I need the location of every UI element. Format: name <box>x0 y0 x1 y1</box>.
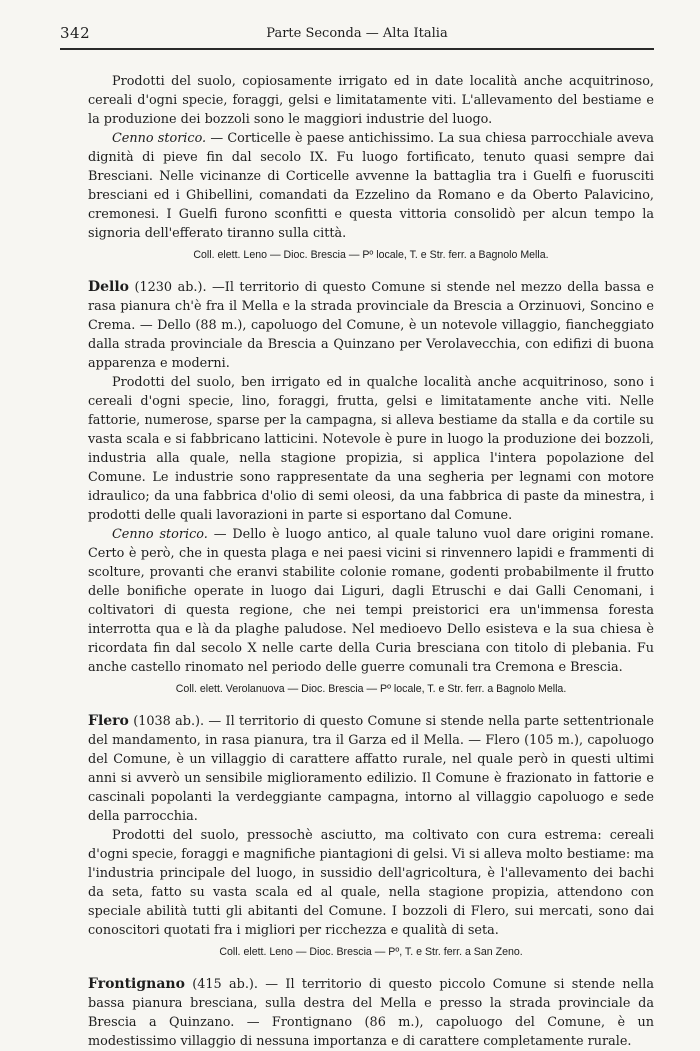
section-corticelle <box>88 72 654 264</box>
section-dello <box>88 278 654 698</box>
section-flero <box>88 712 654 961</box>
paragraph: Frontignano (415 ab.). — Il territorio di questo piccolo Comune si stende nella bassa pianura bresciana, sulla destra del Mella e presso la strada provinciale da Brescia a Quinzano. — Frontignano (86 m.), capoluogo del Comune, è un modestissimo villaggio di nessuna importanza e di carattere completamente rurale. <box>88 976 654 1049</box>
section-footer: Coll. elett. Verolanuova — Dioc. Brescia — Pº locale, T. e Str. ferr. a Bagnolo Mella. <box>175 683 567 695</box>
paragraph: Prodotti del suolo, pressochè asciutto, ma coltivato con cura estrema: cereali d'ogni specie, foraggi e magnifiche piantagioni di gelsi. Vi si alleva molto bestiame: ma l'industria principale del luogo, in sussidio dell'agricoltura, è l'allevamento dei bachi da seta, fatto su vasta scala ed al quale, nella stagione propizia, attendono con speciale abilità tutti gli abitanti del Comune. I bozzoli di Flero, sui mercati, sono dai conoscitori quotati fra i migliori per ricchezza e qualità di seta. <box>88 828 654 938</box>
cenno-storico-label: Cenno storico. <box>112 131 207 146</box>
entry-heading: Flero <box>88 713 129 729</box>
section-footer: Coll. elett. Leno — Dioc. Brescia — Pº locale, T. e Str. ferr. a Bagnolo Mella. <box>193 249 549 261</box>
section-footer: Coll. elett. Leno — Dioc. Brescia — Pº, T. e Str. ferr. a San Zeno. <box>219 946 523 958</box>
paragraph: Cenno storico. — Dello è luogo antico, al quale taluno vuol dare origini romane. Certo è però, che in questa plaga e nei paesi vicini si rinvennero lapidi e frammenti di scolture, provanti che eranvi stabilite colonie romane, godenti probabilmente il frutto delle bonifiche operate in luogo dai Liguri, dagli Etruschi e dai Galli Cenomani, i coltivatori di questa regione, che nei tempi preistorici era un'immensa foresta interrotta qua e là da plaghe paludose. Nel medioevo Dello esisteva e la sua chiesa è ricordata fin dal secolo X nelle carte della Curia bresciana con titolo di plebania. Fu anche castello rinomato nel periodo delle guerre comunali tra Cremona e Brescia. <box>88 527 654 675</box>
page-number: 342 <box>60 24 91 42</box>
cenno-storico-label: Cenno storico. <box>112 527 208 542</box>
entry-heading: Dello <box>88 279 130 295</box>
page-header <box>60 22 654 50</box>
paragraph: Prodotti del suolo, copiosamente irrigato ed in date località anche acquitrinoso, cereali d'ogni specie, foraggi, gelsi e limitatamente viti. L'allevamento del bestiame e la produzione dei bozzoli sono le maggiori industrie del luogo. <box>88 74 654 127</box>
running-title: Parte Seconda — Alta Italia <box>266 26 448 41</box>
entry-heading: Frontignano <box>88 976 185 992</box>
paragraph: Dello (1230 ab.). —Il territorio di questo Comune si stende nel mezzo della bassa e rasa pianura ch'è fra il Mella e la strada provinciale da Brescia a Orzinuovi, Soncino e Crema. — Dello (88 m.), capoluogo del Comune, è un notevole villaggio, fiancheggiato dalla strada provinciale da Brescia a Quinzano per Verolavecchia, con edifizi di buona apparenza e moderni. <box>88 279 654 371</box>
paragraph: Prodotti del suolo, ben irrigato ed in qualche località anche acquitrinoso, sono i cereali d'ogni specie, lino, foraggi, frutta, gelsi e limitatamente anche viti. Nelle fattorie, numerose, sparse per la campagna, si alleva bestiame da stalla e da cortile su vasta scala e si fabbricano latticini. Notevole è pure in luogo la produzione dei bozzoli, industria alla quale, nella stagione propizia, si applica l'intera popolazione del Comune. Le industrie sono rappresentate da una segheria per legnami con motore idraulico; da una fabbrica d'olio di semi oleosi, da una fabbrica di paste da minestra, i prodotti delle quali lavorazioni in parte si esportano dal Comune. <box>88 375 654 523</box>
section-frontignano <box>88 975 654 1051</box>
paragraph: Flero (1038 ab.). — Il territorio di questo Comune si stende nella parte settentrionale del mandamento, in rasa pianura, tra il Garza ed il Mella. — Flero (105 m.), capoluogo del Comune, è un villaggio di carattere affatto rurale, nel quale però in questi ultimi anni si avverò un sensibile miglioramento edilizio. Il Comune è frazionato in fattorie e cascinali popolanti la verdeggiante campagna, intorno al villaggio capoluogo e sede della parrocchia. <box>88 713 654 824</box>
page-body <box>88 72 654 1051</box>
paragraph: Cenno storico. — Corticelle è paese antichissimo. La sua chiesa parrocchiale aveva dignità di pieve fin dal secolo IX. Fu luogo fortificato, tenuto quasi sempre dai Bresciani. Nelle vicinanze di Corticelle avvenne la battaglia tra i Guelfi e fuorusciti bresciani ed i Ghibellini, comandati da Ezzelino da Romano e da Oberto Palavicino, cremonesi. I Guelfi furono sconfitti e questa vittoria consolidò per alcun tempo la signoria dell'efferato tiranno sulla città. <box>88 131 654 241</box>
